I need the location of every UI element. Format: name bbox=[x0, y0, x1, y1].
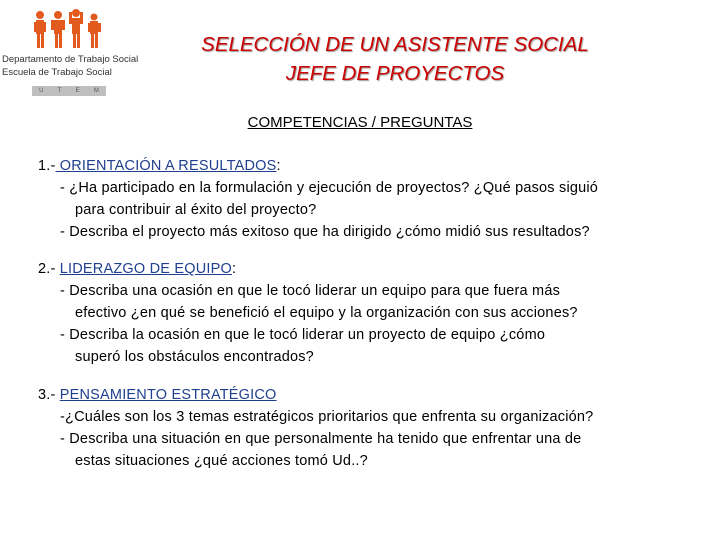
section-subtitle: COMPETENCIAS / PREGUNTAS bbox=[247, 114, 473, 131]
section-heading bbox=[38, 384, 718, 406]
logo-strip-letter: E bbox=[75, 88, 80, 94]
question-line: - ¿Ha participado en la formulación y ejecución de proyectos? ¿Qué pasos siguió bbox=[60, 180, 599, 196]
logo-strip-letter: M bbox=[93, 88, 99, 94]
logo-school-text: Escuela de Trabajo Social bbox=[2, 67, 112, 78]
heading-colon: : bbox=[276, 158, 281, 174]
section-heading bbox=[38, 258, 718, 280]
competency-section-3 bbox=[38, 384, 718, 472]
question-line: -¿Cuáles son los 3 temas estratégicos prioritarios que enfrenta su organización? bbox=[60, 409, 594, 425]
section-heading-link[interactable]: PENSAMIENTO ESTRATÉGICO bbox=[59, 387, 277, 403]
people-figures-icon bbox=[32, 6, 106, 50]
competency-section-2 bbox=[38, 258, 718, 368]
logo-strip-letter: T bbox=[57, 88, 62, 94]
question-continuation: superó los obstáculos encontrados? bbox=[75, 349, 314, 365]
question-continuation: efectivo ¿en qué se benefició el equipo y la organización con sus acciones? bbox=[75, 305, 578, 321]
logo-strip-letter: U bbox=[39, 88, 44, 94]
page-title-line2: JEFE DE PROYECTOS bbox=[285, 62, 505, 85]
heading-colon: : bbox=[231, 261, 237, 277]
question-line: - Describa la ocasión en que le tocó liderar un proyecto de equipo ¿cómo bbox=[60, 327, 546, 343]
section-heading-link[interactable]: ORIENTACIÓN A RESULTADOS bbox=[55, 158, 277, 174]
page-title-line1: SELECCIÓN DE UN ASISTENTE SOCIAL bbox=[201, 33, 589, 56]
section-number: 3.- bbox=[38, 387, 56, 403]
question-line: - Describa una ocasión en que le tocó liderar un equipo para que fuera más bbox=[60, 283, 561, 299]
question-line: - Describa el proyecto más exitoso que ha dirigido ¿cómo midió sus resultados? bbox=[60, 224, 590, 240]
section-number: 2.- bbox=[38, 261, 56, 277]
section-heading bbox=[38, 155, 718, 177]
question-continuation: para contribuir al éxito del proyecto? bbox=[75, 202, 317, 218]
competency-section-1 bbox=[38, 155, 718, 243]
section-number: 1.- bbox=[38, 158, 56, 174]
department-logo bbox=[2, 2, 142, 96]
logo-department-text: Departamento de Trabajo Social bbox=[2, 54, 139, 65]
question-line: - Describa una situación en que personalmente ha tenido que enfrentar una de bbox=[60, 431, 582, 447]
question-continuation: estas situaciones ¿qué acciones tomó Ud..? bbox=[75, 453, 368, 469]
section-heading-link[interactable]: LIDERAZGO DE EQUIPO bbox=[59, 261, 232, 277]
logo-strip bbox=[32, 86, 106, 96]
